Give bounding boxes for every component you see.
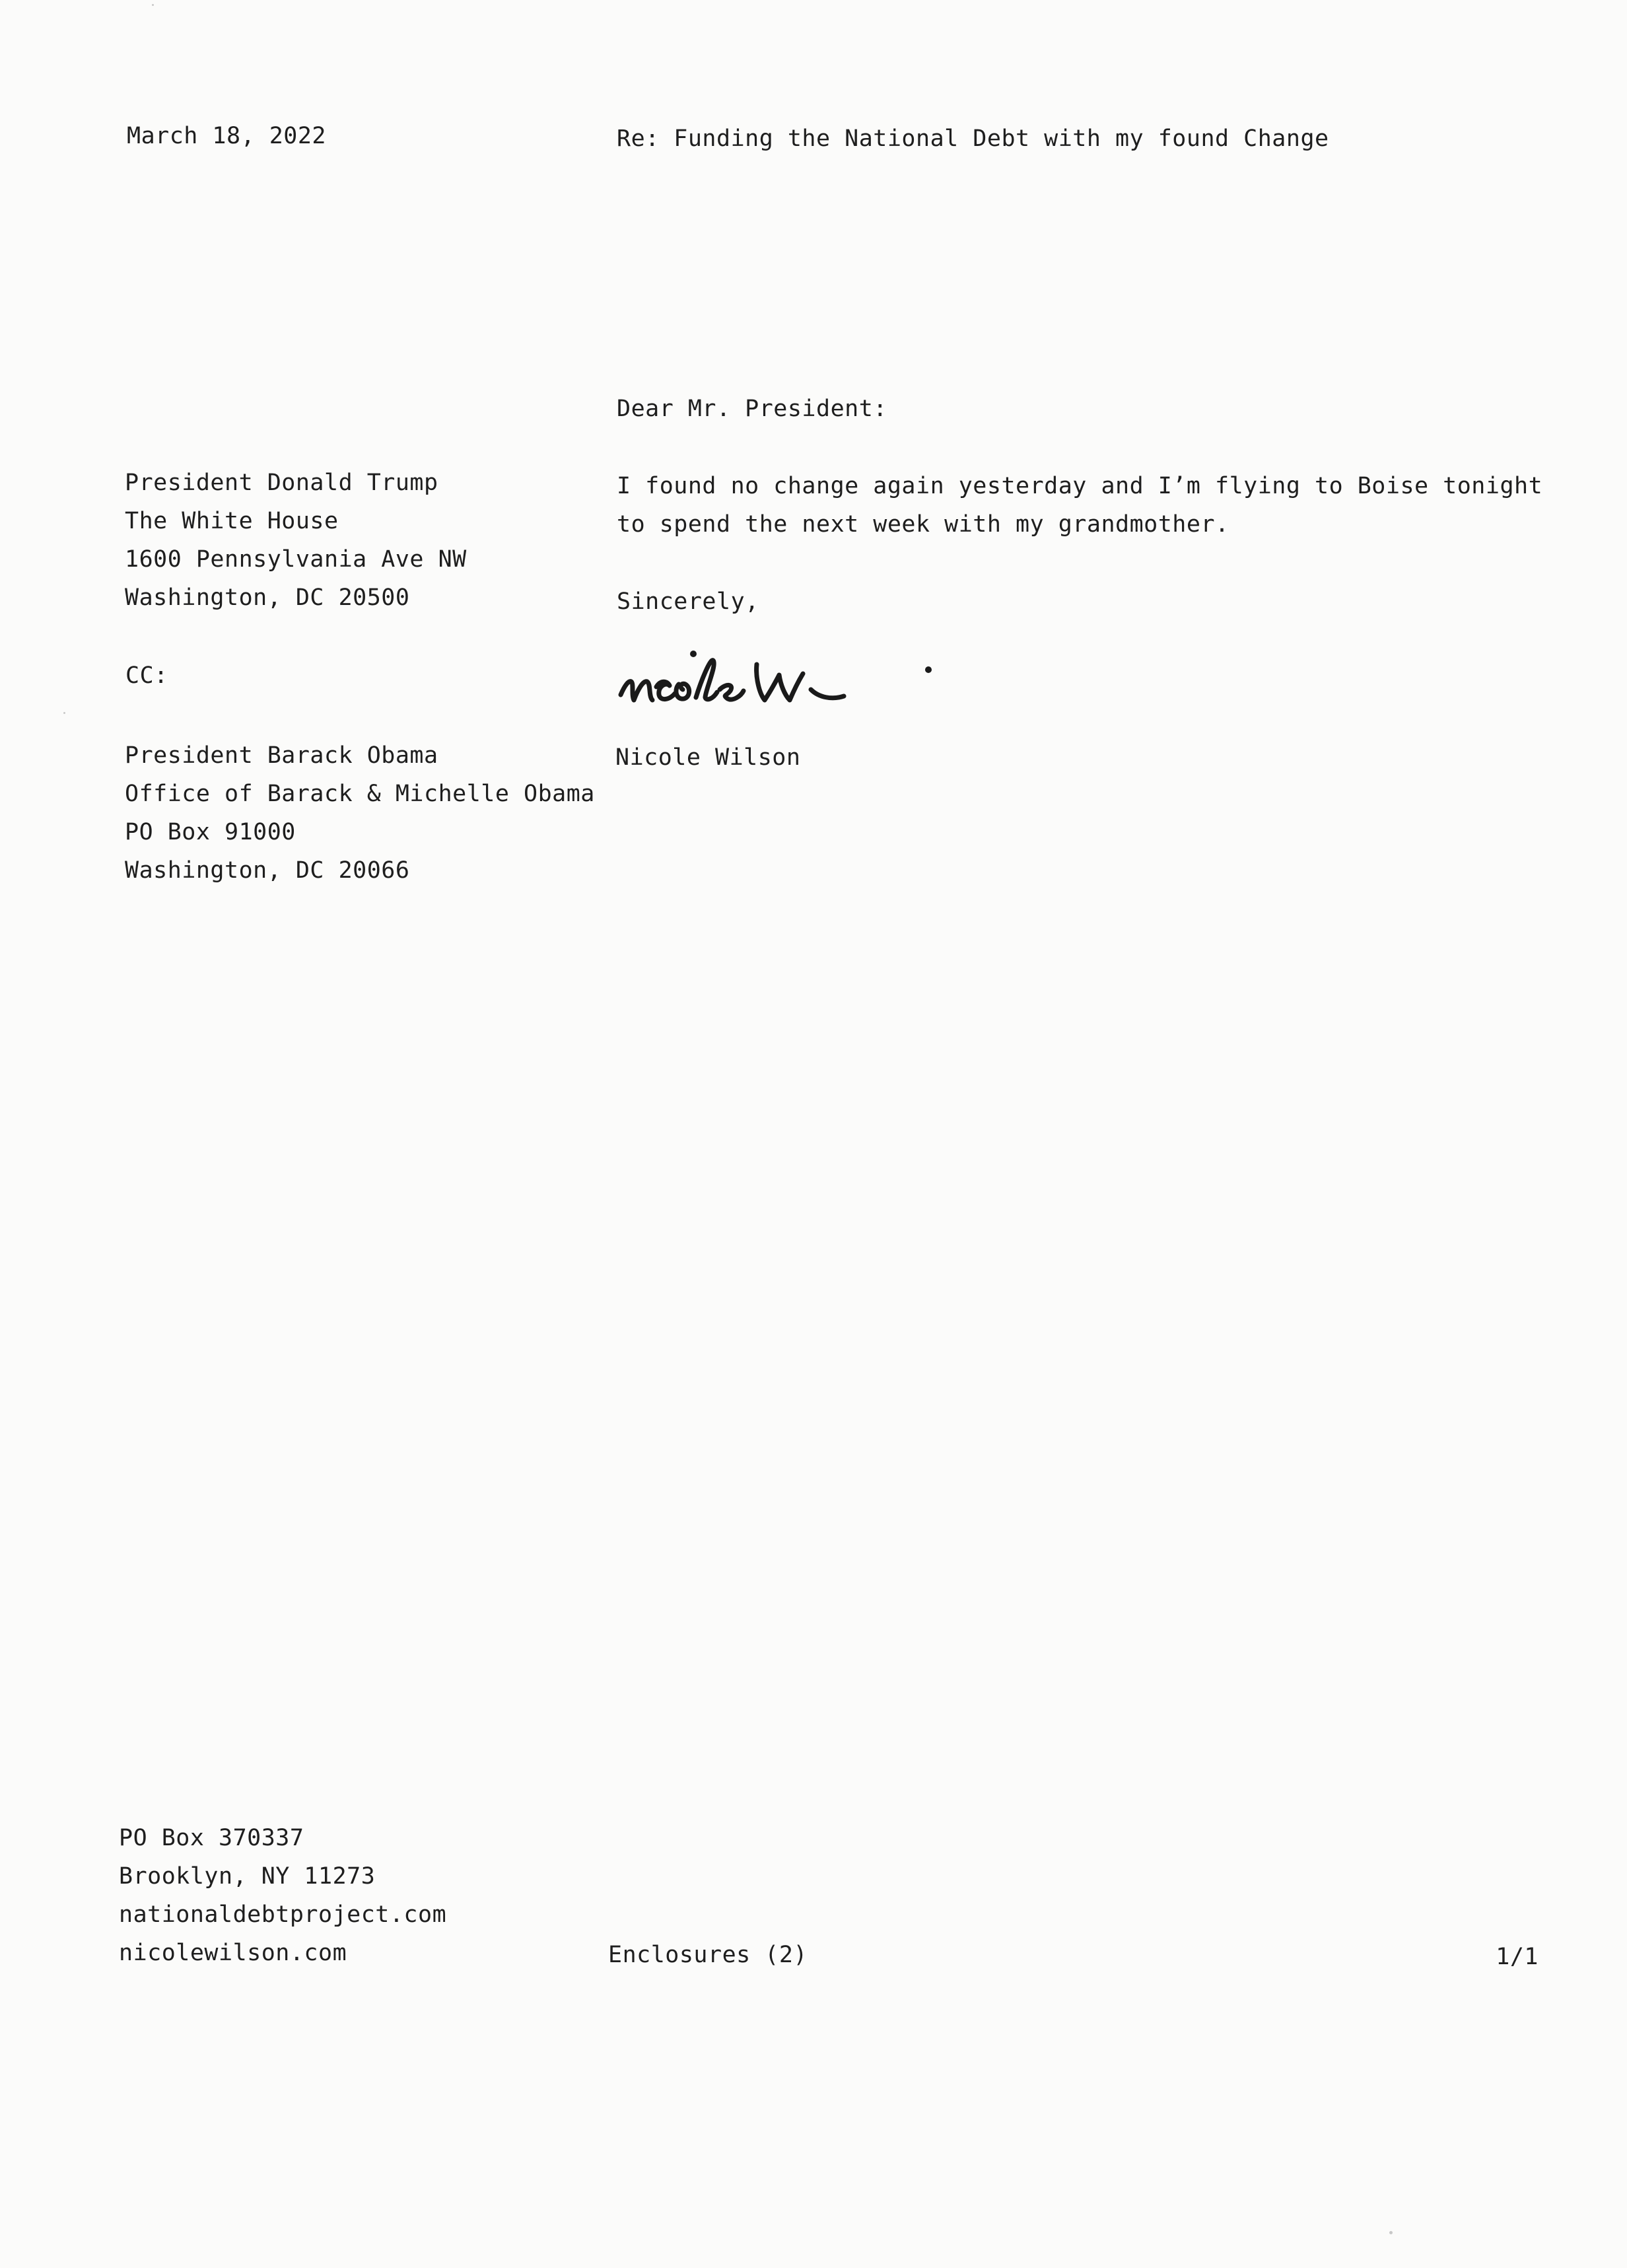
cc-label: CC: [125,662,168,689]
body-line: I found no change again yesterday and I’m flying to Boise tonight [617,473,1543,499]
page-number: 1/1 [1496,1944,1539,1970]
scan-speck [63,712,65,714]
letter-subject: Re: Funding the National Debt with my found Change [617,125,1329,152]
footer-line: PO Box 370337 [119,1825,304,1851]
footer-line: Brooklyn, NY 11273 [119,1863,376,1890]
handwritten-signature-icon [614,634,938,726]
cc-line: President Barack Obama [125,742,438,769]
enclosures-note: Enclosures (2) [608,1942,808,1968]
letter-body [617,467,1542,544]
scan-speck [1389,2231,1393,2234]
sender-address-footer [119,1819,446,1972]
recipient-line: President Donald Trump [125,470,438,496]
closing: Sincerely, [617,588,759,615]
footer-link: nationaldebtproject.com [119,1901,447,1928]
scan-speck [152,4,154,6]
letter-date: March 18, 2022 [127,123,327,149]
cc-line: PO Box 91000 [125,819,296,845]
cc-line: Office of Barack & Michelle Obama [125,781,595,807]
salutation: Dear Mr. President: [617,396,887,422]
recipient-line: The White House [125,508,339,534]
footer-link: nicolewilson.com [119,1940,347,1966]
signer-name: Nicole Wilson [615,744,801,771]
cc-line: Washington, DC 20066 [125,857,410,884]
cc-address [125,736,595,890]
recipient-line: 1600 Pennsylvania Ave NW [125,546,467,573]
recipient-address [125,464,467,617]
recipient-line: Washington, DC 20500 [125,585,410,611]
body-line: to spend the next week with my grandmother. [617,511,1229,538]
